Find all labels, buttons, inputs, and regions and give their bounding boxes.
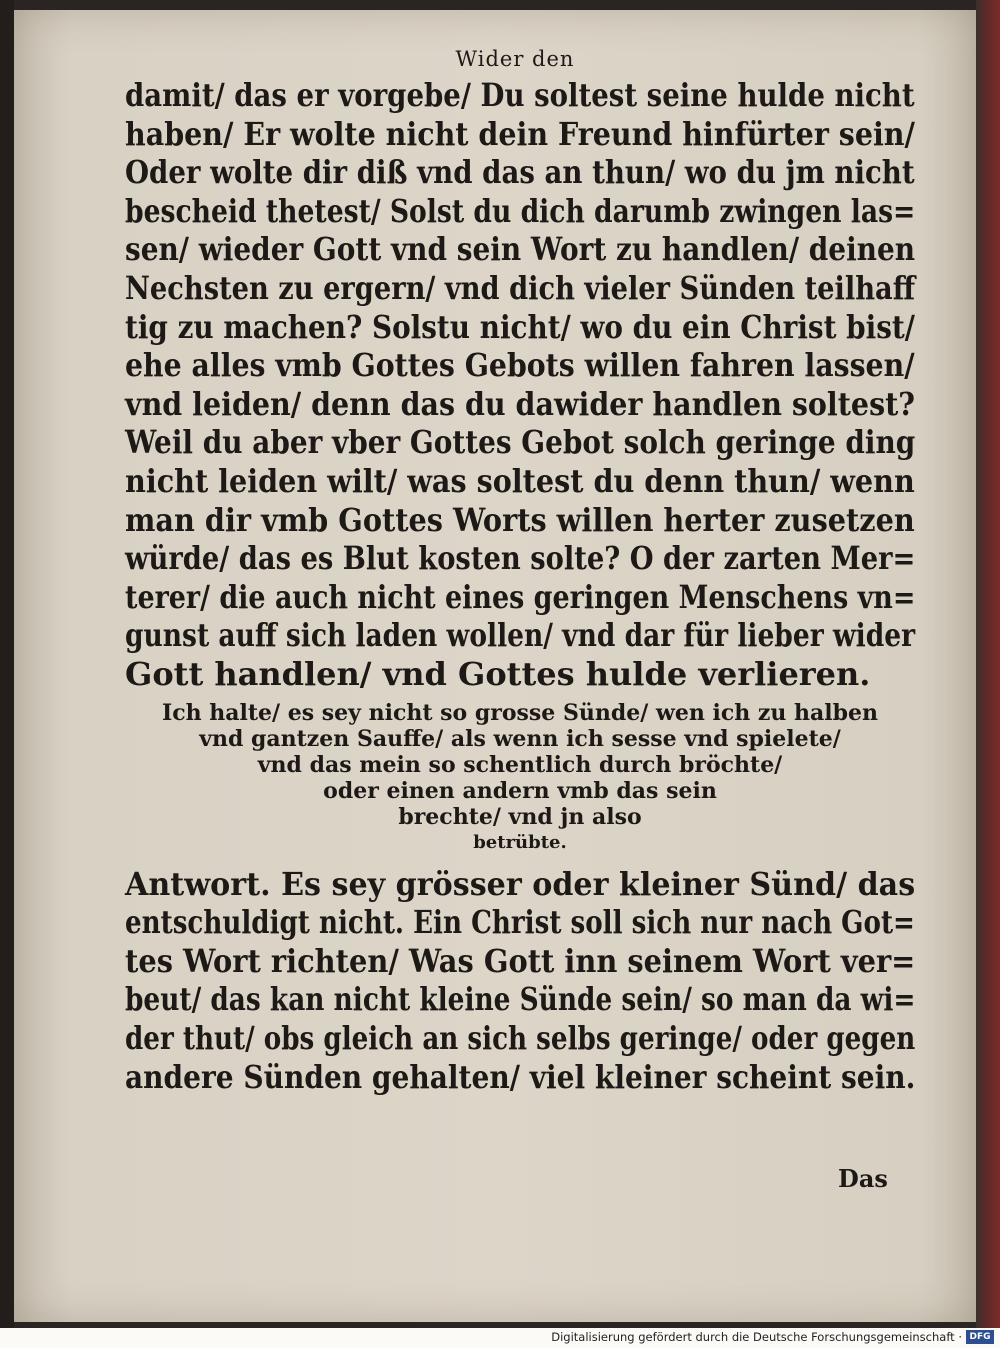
text-line: terer/ die auch nicht eines geringen Menschens vn= [125, 577, 916, 616]
question-heading [125, 700, 915, 857]
text-line: entschuldigt nicht. Ein Christ soll sich nur nach Got= [125, 903, 915, 942]
page-text-block [125, 42, 915, 1096]
text-line: ehe alles vmb Gottes Gebots willen fahren lassen/ [125, 346, 915, 385]
scan-left-edge [0, 0, 14, 1328]
book-binding-edge [976, 0, 1000, 1328]
footer-bar [0, 1328, 1000, 1348]
text-line: man dir vmb Gottes Worts willen herter zusetzen [125, 500, 915, 539]
question-line: brechte/ vnd jn also [398, 804, 642, 831]
running-header: Wider den [455, 47, 575, 71]
text-line: bescheid thetest/ Solst du dich darumb zwingen las= [125, 191, 916, 230]
text-line: gunst auff sich laden wollen/ vnd dar für lieber wider [125, 616, 916, 655]
text-line: andere Sünden gehalten/ viel kleiner scheint sein. [125, 1057, 916, 1096]
dfg-logo: DFG [966, 1330, 994, 1344]
text-line: Oder wolte dir diß vnd das an thun/ wo du jm nicht [125, 153, 915, 192]
question-line: oder einen andern vmb das sein [323, 778, 717, 805]
text-line: tig zu machen? Solstu nicht/ wo du ein Christ bist/ [125, 307, 915, 346]
text-line: nicht leiden wilt/ was soltest du denn thun/ wenn [125, 461, 915, 500]
question-line: Ich halte/ es sey nicht so grosse Sünde/ wen ich zu halben [161, 699, 879, 726]
text-line: tes Wort richten/ Was Gott inn seinem Wort ver= [125, 941, 916, 980]
text-line: Weil du aber vber Gottes Gebot solch geringe ding [125, 423, 916, 462]
text-line: Gott handlen/ vnd Gottes hulde verlieren. [125, 654, 871, 693]
text-line: beut/ das kan nicht kleine Sünde sein/ so man da wi= [125, 980, 916, 1019]
funding-notice: Digitalisierung gefördert durch die Deutsche Forschungsgemeinschaft · [551, 1330, 962, 1344]
paragraph-1 [125, 76, 915, 694]
answer-paragraph [125, 865, 915, 1097]
question-line: vnd das mein so schentlich durch bröchte/ [257, 751, 783, 778]
text-line: vnd leiden/ denn das du dawider handlen soltest? [125, 384, 915, 423]
text-line: sen/ wieder Gott vnd sein Wort zu handlen/ deinen [125, 230, 916, 269]
text-line: der thut/ obs gleich an sich selbs geringe/ oder gegen [125, 1019, 916, 1057]
question-line: vnd gantzen Sauffe/ als wenn ich sesse vnd spielete/ [199, 725, 841, 752]
text-line: würde/ das es Blut kosten solte? O der zarten Mer= [125, 539, 916, 578]
text-line: Nechsten zu ergern/ vnd dich vieler Sünden teilhaff [125, 268, 916, 307]
question-line: betrübte. [473, 832, 567, 854]
text-line: damit/ das er vorgebe/ Du soltest seine hulde nicht [125, 76, 915, 114]
catchword: Das [838, 1164, 888, 1193]
text-line: haben/ Er wolte nicht dein Freund hinfürter sein/ [125, 114, 915, 153]
text-line: Antwort. Es sey grösser oder kleiner Sünd/ das [125, 864, 916, 903]
